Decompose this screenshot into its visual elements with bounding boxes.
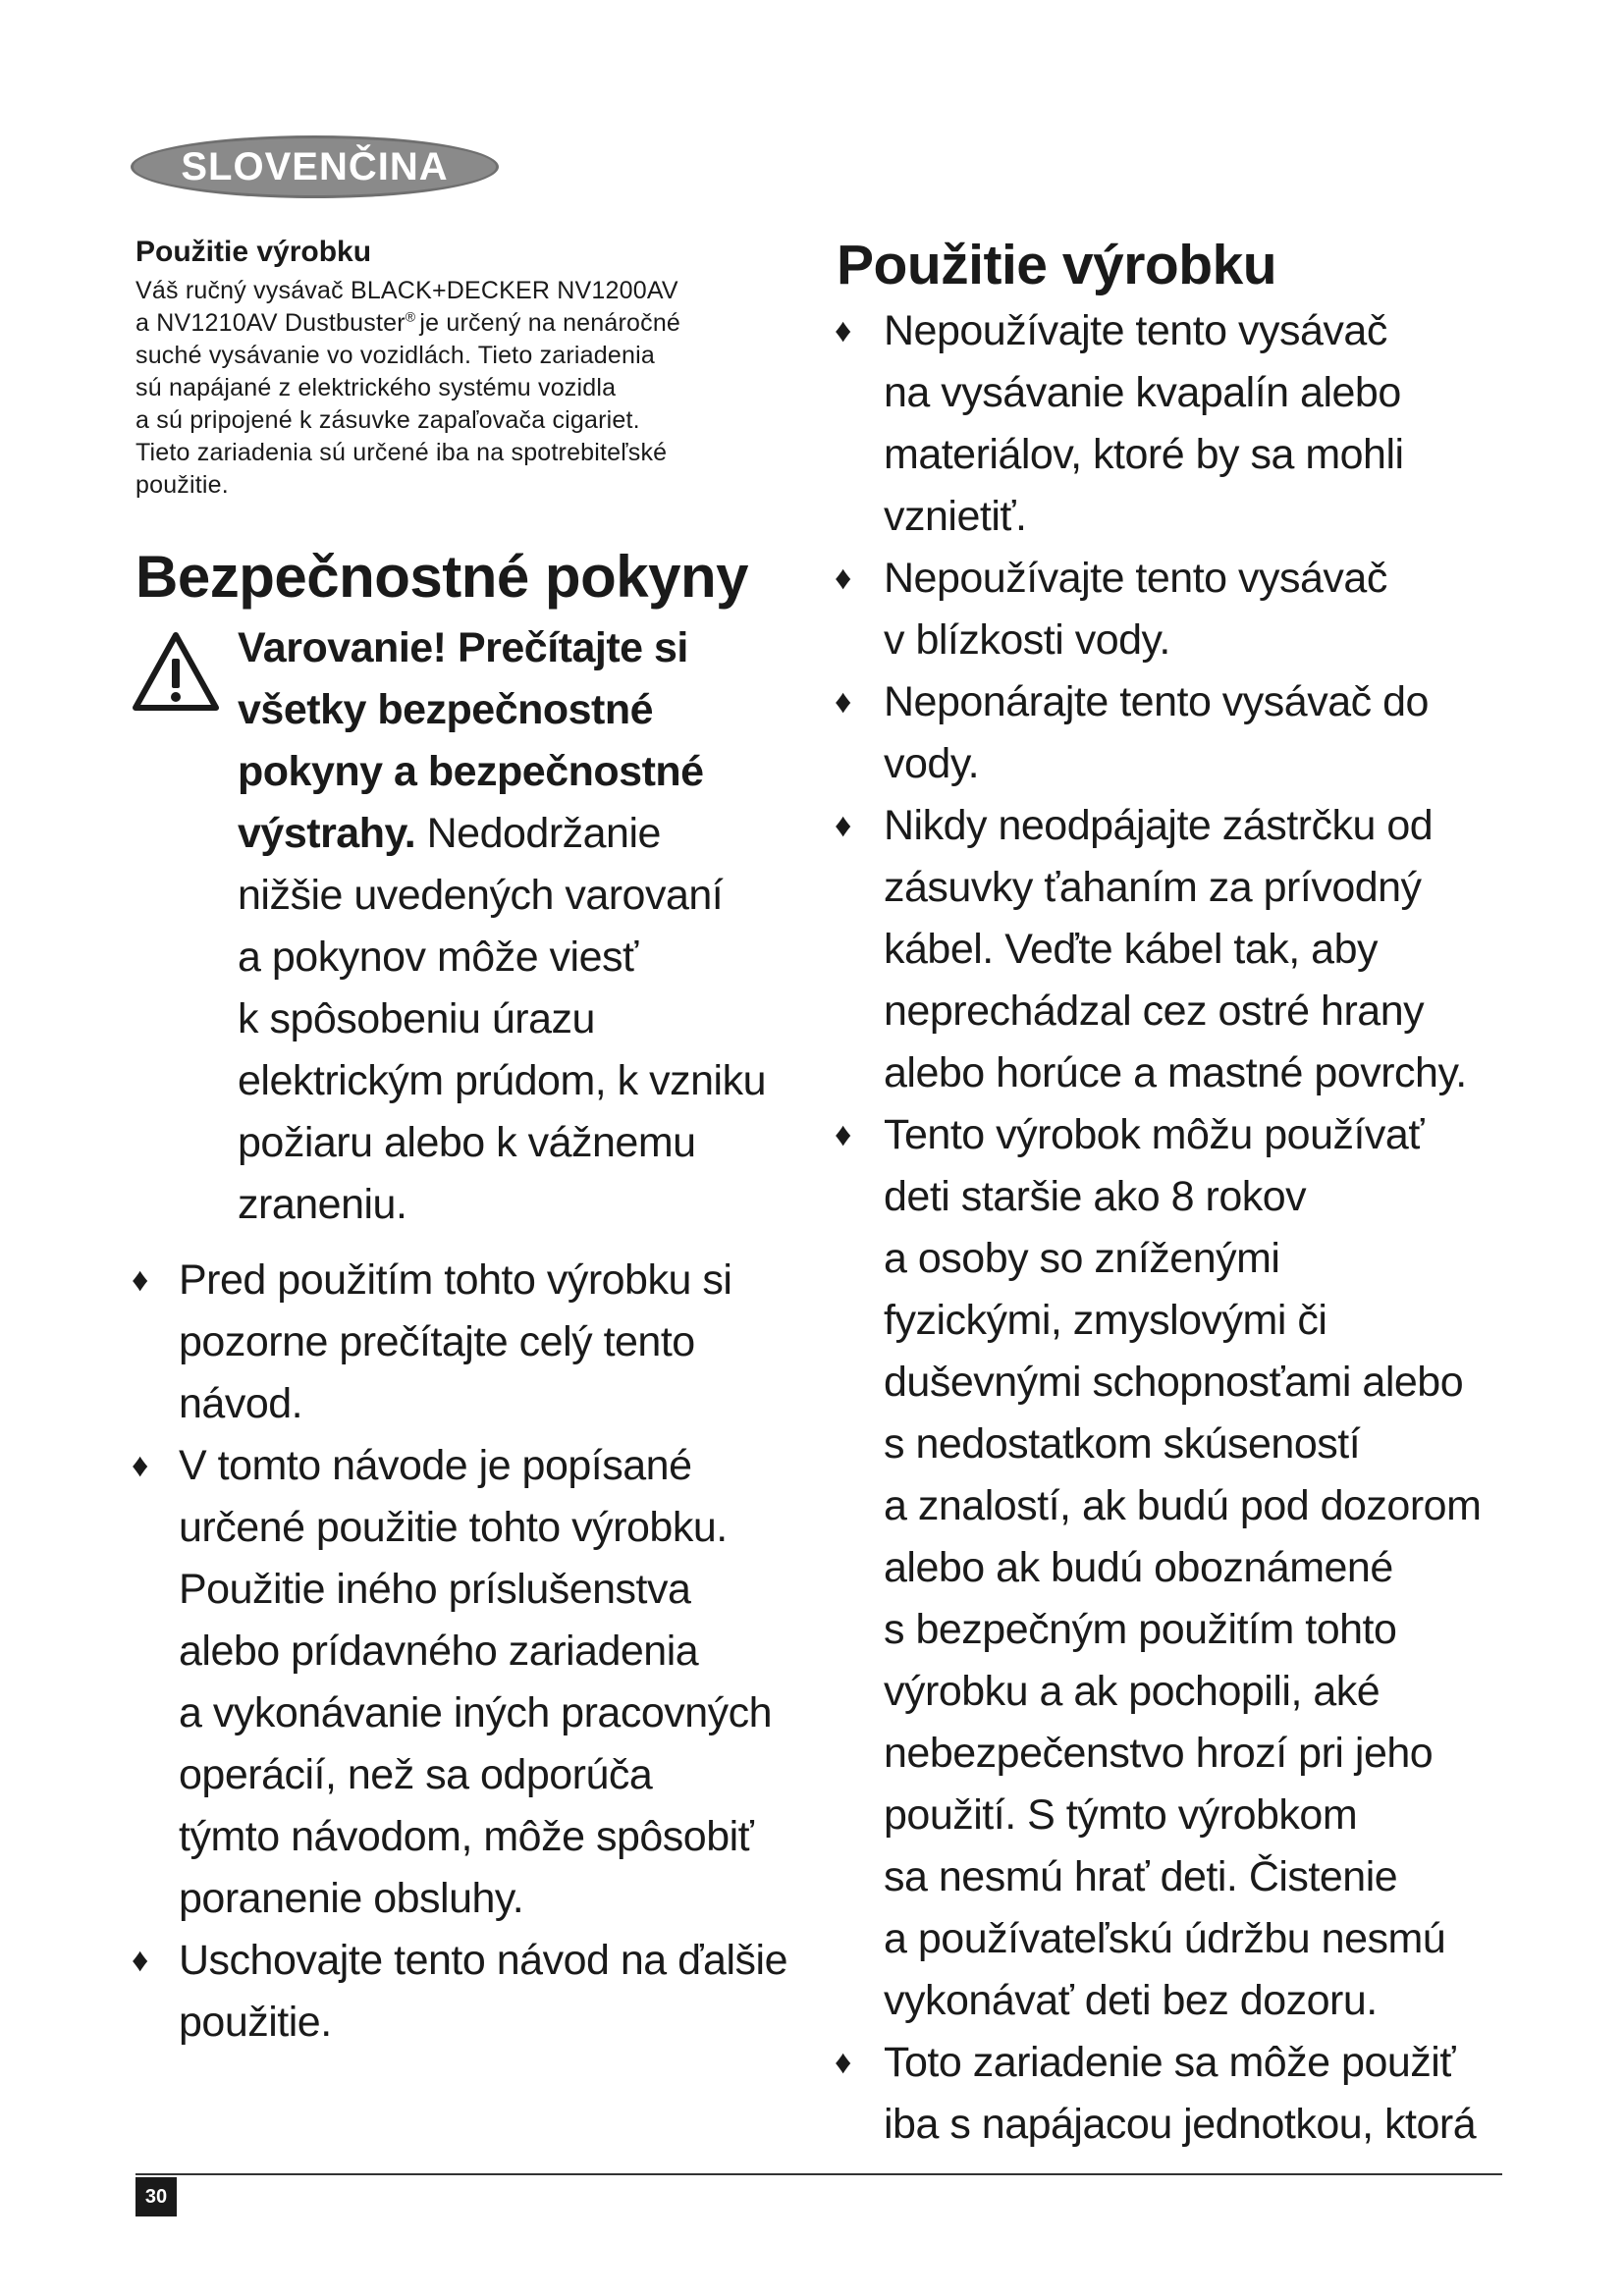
bullet-line: neprechádzal cez ostré hrany <box>884 988 1425 1035</box>
language-badge: SLOVENČINA <box>131 135 499 198</box>
bullet-line: s nedostatkom skúseností <box>884 1420 1361 1468</box>
page-number: 30 <box>135 2177 177 2216</box>
product-use-heading: Použitie výrobku <box>837 234 1277 296</box>
bullet-line: Pred použitím tohto výrobku si <box>179 1256 732 1304</box>
bullet-line: Uschovajte tento návod na ďalšie <box>179 1937 787 1984</box>
bullet-line: poranenie obsluhy. <box>179 1875 524 1922</box>
bullet-line: fyzickými, zmyslovými či <box>884 1297 1327 1344</box>
warning-line-part: Nedodržanie <box>415 810 661 857</box>
warning-text <box>238 617 803 1236</box>
intro-line: použitie. <box>135 471 229 499</box>
warning-line-part: výstrahy. <box>238 810 416 857</box>
footer-divider <box>135 2173 1502 2175</box>
bullet-line: zásuvky ťahaním za prívodný <box>884 864 1422 911</box>
bullet-line: V tomto návode je popísané <box>179 1442 692 1489</box>
diamond-bullet-icon: ♦ <box>835 807 851 844</box>
bullet-line: alebo prídavného zariadenia <box>179 1628 699 1675</box>
diamond-bullet-icon: ♦ <box>132 1942 148 1979</box>
bullet-item <box>837 548 1524 671</box>
warning-line: nižšie uvedených varovaní <box>238 872 724 919</box>
warning-line: požiaru alebo k vážnemu <box>238 1119 696 1166</box>
bullet-line: týmto návodom, môže spôsobiť <box>179 1813 754 1860</box>
bullet-line: a používateľskú údržbu nesmú <box>884 1915 1446 1962</box>
warning-line: k spôsobeniu úrazu <box>238 995 595 1042</box>
left-column <box>132 236 803 2054</box>
bullet-line: návod. <box>179 1380 303 1427</box>
bullet-line: použitie. <box>179 1999 332 2046</box>
bullet-line: Neponárajte tento vysávač do <box>884 678 1429 725</box>
bullet-line: kábel. Veďte kábel tak, aby <box>884 926 1378 973</box>
intro-line-part: a NV1210AV Dustbuster <box>135 309 406 337</box>
intro-line: Tieto zariadenia sú určené iba na spotrebiteľské <box>135 439 668 466</box>
bullet-item <box>837 2032 1524 2156</box>
warning-triangle-icon <box>132 631 220 712</box>
warning-line: pokyny a bezpečnostné <box>238 748 704 795</box>
bullet-item <box>837 1104 1524 2032</box>
bullet-line: Nepoužívajte tento vysávač <box>884 555 1387 602</box>
warning-line: všetky bezpečnostné <box>238 686 654 733</box>
bullet-line: Toto zariadenie sa môže použiť <box>884 2039 1455 2086</box>
diamond-bullet-icon: ♦ <box>835 560 851 597</box>
intro-line: suché vysávanie vo vozidlách. Tieto zariadenia <box>135 342 655 369</box>
bullet-line: výrobku a ak pochopili, aké <box>884 1668 1380 1715</box>
bullet-line: deti staršie ako 8 rokov <box>884 1173 1307 1220</box>
bullet-line: alebo horúce a mastné povrchy. <box>884 1049 1467 1096</box>
bullet-line: nebezpečenstvo hrozí pri jeho <box>884 1730 1434 1777</box>
bullet-line: s bezpečným použitím tohto <box>884 1606 1397 1653</box>
right-column <box>837 232 1524 2156</box>
bullet-line: Tento výrobok môžu používať <box>884 1111 1424 1158</box>
bullet-line: Nepoužívajte tento vysávač <box>884 307 1387 354</box>
bullet-line: Nikdy neodpájajte zástrčku od <box>884 802 1434 849</box>
right-bullet-list <box>837 300 1524 2156</box>
bullet-item <box>837 671 1524 795</box>
intro-line-part: je určený na nenáročné <box>419 309 681 337</box>
warning-block <box>135 617 803 1236</box>
bullet-line: pozorne prečítajte celý tento <box>179 1318 695 1365</box>
warning-line: zraneniu. <box>238 1181 407 1228</box>
warning-line: elektrickým prúdom, k vzniku <box>238 1057 766 1104</box>
diamond-bullet-icon: ♦ <box>835 2044 851 2081</box>
bullet-item <box>837 795 1524 1104</box>
bullet-line: v blízkosti vody. <box>884 616 1170 664</box>
diamond-bullet-icon: ♦ <box>835 683 851 721</box>
diamond-bullet-icon: ♦ <box>835 1116 851 1153</box>
intro-heading: Použitie výrobku <box>135 236 372 268</box>
registered-mark: ® <box>405 308 420 325</box>
bullet-item <box>132 1435 803 1930</box>
bullet-line: vykonávať deti bez dozoru. <box>884 1977 1378 2024</box>
bullet-line: materiálov, ktoré by sa mohli <box>884 431 1404 478</box>
intro-line: sú napájané z elektrického systému vozidla <box>135 374 617 401</box>
safety-heading: Bezpečnostné pokyny <box>135 544 748 610</box>
bullet-line: na vysávanie kvapalín alebo <box>884 369 1401 416</box>
diamond-bullet-icon: ♦ <box>132 1261 148 1299</box>
bullet-line: Použitie iného príslušenstva <box>179 1566 691 1613</box>
intro-line: Váš ručný vysávač BLACK+DECKER NV1200AV <box>135 277 678 304</box>
bullet-line: iba s napájacou jednotkou, ktorá <box>884 2101 1477 2148</box>
diamond-bullet-icon: ♦ <box>132 1447 148 1484</box>
intro-line <box>135 307 803 340</box>
warning-line <box>238 803 803 865</box>
intro-paragraph <box>135 275 803 502</box>
bullet-item <box>132 1930 803 2054</box>
bullet-line: sa nesmú hrať deti. Čistenie <box>884 1853 1398 1900</box>
warning-line: Varovanie! Prečítajte si <box>238 624 688 671</box>
bullet-line: operácií, než sa odporúča <box>179 1751 653 1798</box>
bullet-line: alebo ak budú oboznámené <box>884 1544 1393 1591</box>
warning-line: a pokynov môže viesť <box>238 934 638 981</box>
bullet-line: vznietiť. <box>884 493 1027 540</box>
bullet-line: a znalostí, ak budú pod dozorom <box>884 1482 1482 1529</box>
bullet-line: duševnými schopnosťami alebo <box>884 1359 1464 1406</box>
left-bullet-list <box>132 1250 803 2054</box>
intro-line: a sú pripojené k zásuvke zapaľovača cigariet. <box>135 406 640 434</box>
bullet-line: a vykonávanie iných pracovných <box>179 1689 773 1736</box>
bullet-line: použití. S týmto výrobkom <box>884 1791 1358 1839</box>
bullet-line: vody. <box>884 740 980 787</box>
bullet-line: a osoby so zníženými <box>884 1235 1280 1282</box>
bullet-item <box>132 1250 803 1435</box>
diamond-bullet-icon: ♦ <box>835 312 851 349</box>
bullet-item <box>837 300 1524 548</box>
bullet-line: určené použitie tohto výrobku. <box>179 1504 728 1551</box>
